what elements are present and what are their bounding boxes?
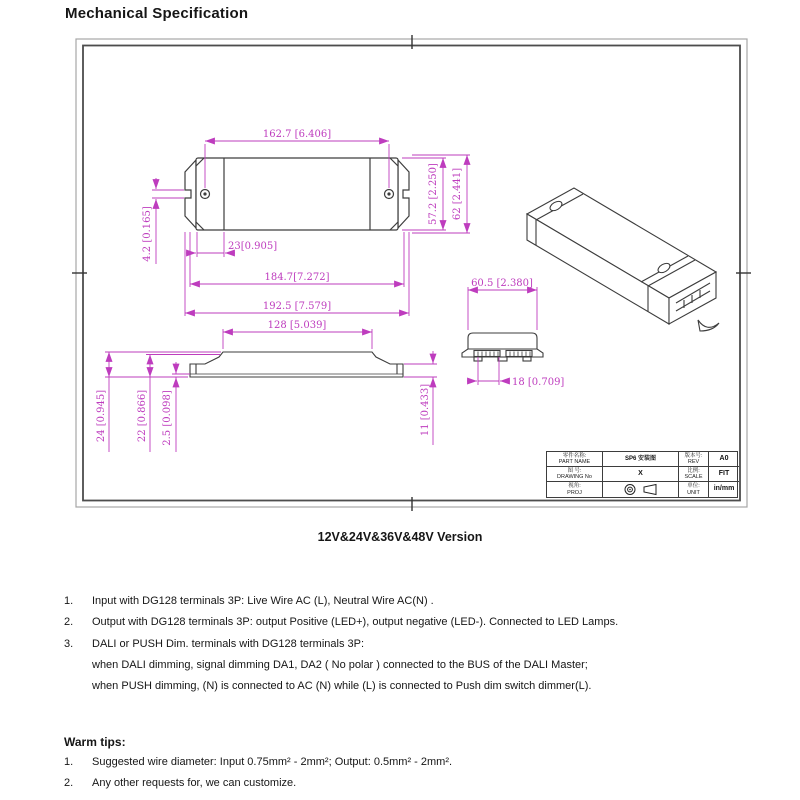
note-number: 1.	[64, 595, 74, 607]
warm-tip-text: Suggested wire diameter: Input 0.75mm² - 2mm²; Output: 0.5mm² - 2mm².	[92, 756, 453, 768]
notes-list	[64, 591, 744, 697]
warm-tips-heading: Warm tips:	[64, 735, 126, 749]
proj-label-cn: 视角:	[568, 483, 581, 489]
note-item	[64, 591, 744, 612]
drawing-no-value: X	[638, 469, 643, 477]
version-caption: 12V&24V&36V&48V Version	[317, 530, 483, 544]
part-name-label-cn: 零件名称:	[562, 452, 587, 459]
dim-cover-height: 22 [0.866]	[137, 389, 148, 443]
dim-body-height: 57.2 [2.250]	[428, 163, 439, 225]
right-mounting-ear	[398, 160, 409, 228]
part-name-value: SP6 安装图	[624, 455, 656, 462]
warm-tips-section	[64, 735, 744, 795]
title-block-table	[546, 451, 738, 498]
rev-label-en: REV	[687, 459, 700, 465]
unit-label-cn: 单位:	[687, 483, 700, 489]
drawing-no-label-cn: 图 号:	[567, 467, 582, 474]
note-item	[64, 634, 744, 655]
proj-symbol-cell	[603, 482, 679, 497]
warm-tip-number: 1.	[64, 756, 74, 768]
scale-label-cell	[679, 467, 709, 482]
note-number	[64, 676, 92, 697]
note-text: Output with DG128 terminals 3P: output Positive (LED+), output negative (LED-). Connected to LED Lamps.	[92, 616, 619, 629]
warm-tip-text: Any other requests for, we can customize.	[92, 777, 297, 790]
dim-side-overall-height: 24 [0.945]	[96, 389, 107, 443]
part-name-value-cell	[603, 452, 679, 467]
note-number	[64, 655, 92, 676]
dim-screw-span: 162.7 [6.406]	[262, 129, 332, 140]
part-name-label-cell	[547, 452, 603, 467]
scale-value: FIT	[718, 469, 730, 477]
unit-label-cell	[679, 482, 709, 497]
dim-overall-length: 192.5 [7.579]	[262, 301, 332, 312]
unit-value-cell	[709, 482, 739, 497]
drawing-no-label-en: DRAWING No	[557, 474, 592, 480]
dim-body-length: 184.7[7.272]	[264, 272, 330, 283]
dim-terminal-width: 18 [0.709]	[512, 377, 565, 388]
unit-value: in/mm	[713, 485, 735, 493]
note-item-continuation	[64, 655, 744, 676]
part-name-label-en: PART NAME	[558, 459, 591, 465]
scale-value-cell	[709, 467, 739, 482]
left-mounting-ear	[185, 160, 196, 228]
dim-cover-length: 128 [5.039]	[267, 320, 327, 331]
proj-label-cell	[547, 482, 603, 497]
rev-label-cn: 版本号:	[684, 452, 703, 459]
dim-end-overall-width: 60.5 [2.380]	[471, 278, 533, 289]
note-text: when DALI dimming, signal dimming DA1, DA2 ( No polar ) connected to the BUS of the DALI Master;	[92, 658, 588, 671]
end-view-outline	[462, 333, 543, 361]
scale-label-cn: 比例:	[687, 467, 700, 474]
wire-clamp-icon	[698, 320, 719, 331]
warm-tip-number: 2.	[64, 777, 74, 790]
dim-base-thickness: 2.5 [0.098]	[162, 390, 173, 446]
front-view	[142, 129, 470, 316]
isometric-view	[527, 188, 719, 331]
note-text: DALI or PUSH Dim. terminals with DG128 terminals 3P:	[92, 637, 365, 650]
note-item-continuation	[64, 676, 744, 697]
rev-value: A0	[719, 454, 729, 462]
side-view	[96, 320, 437, 452]
front-view-outline	[185, 158, 409, 230]
dim-flange-height: 11 [0.433]	[420, 383, 431, 437]
projection-cone-icon	[644, 485, 656, 495]
proj-label-en: PROJ	[567, 489, 582, 496]
note-text: Input with DG128 terminals 3P: Live Wire AC (L), Neutral Wire AC(N) .	[92, 595, 434, 607]
note-number: 3.	[64, 637, 74, 650]
warm-tip-item	[64, 752, 744, 773]
side-view-outline	[190, 352, 403, 377]
end-view	[462, 278, 564, 388]
drawing-no-label-cell	[547, 467, 603, 482]
rev-label-cell	[679, 452, 709, 467]
dim-cap-width: 23[0.905]	[228, 241, 278, 252]
scale-label-en: SCALE	[684, 474, 703, 480]
note-number: 2.	[64, 616, 74, 629]
page-title: Mechanical Specification	[65, 5, 249, 22]
dim-slot-height: 4.2 [0.165]	[142, 206, 153, 262]
dim-overall-height: 62 [2.441]	[452, 167, 463, 221]
projection-symbol-icon	[621, 483, 661, 496]
warm-tip-item	[64, 773, 744, 794]
side-view-dimensions	[105, 329, 437, 452]
rev-value-cell	[709, 452, 739, 467]
note-item	[64, 612, 744, 633]
drawing-no-value-cell	[603, 467, 679, 482]
note-text: when PUSH dimming, (N) is connected to AC (N) while (L) is connected to Push dim switch dimmer(L).	[92, 680, 592, 693]
unit-label-en: UNIT	[687, 489, 700, 496]
